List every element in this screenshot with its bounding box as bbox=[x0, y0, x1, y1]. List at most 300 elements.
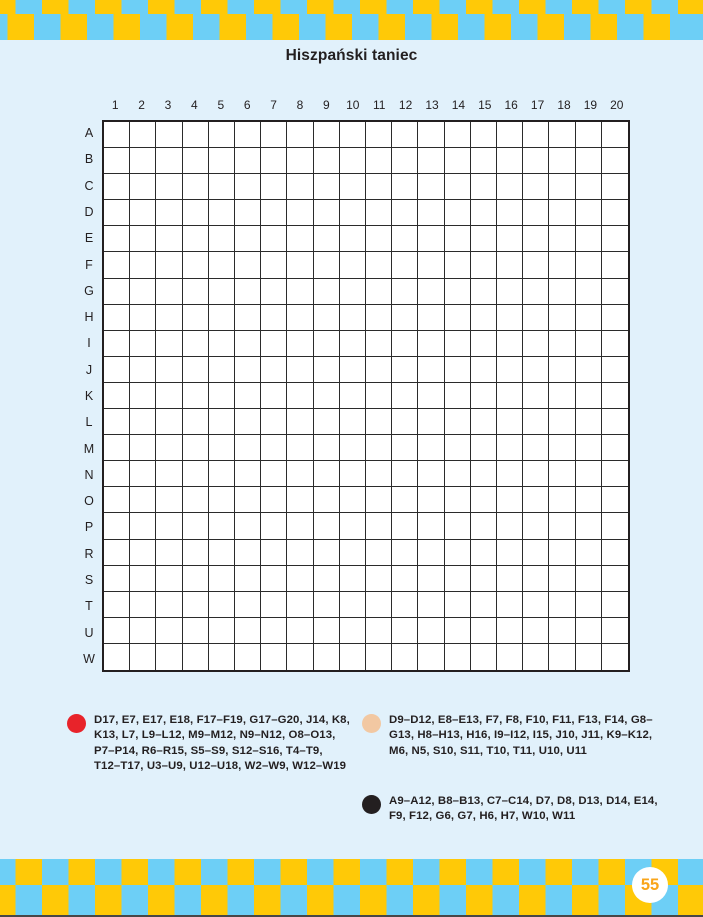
grid-cell[interactable] bbox=[392, 252, 418, 278]
grid-cell[interactable] bbox=[209, 331, 235, 357]
grid-cell[interactable] bbox=[497, 252, 523, 278]
grid-cell[interactable] bbox=[523, 174, 549, 200]
grid-cell[interactable] bbox=[602, 513, 628, 539]
grid-cell[interactable] bbox=[183, 357, 209, 383]
grid-cell[interactable] bbox=[340, 279, 366, 305]
grid-cell[interactable] bbox=[183, 305, 209, 331]
grid-cell[interactable] bbox=[130, 279, 156, 305]
grid-cell[interactable] bbox=[602, 540, 628, 566]
grid-cell[interactable] bbox=[366, 618, 392, 644]
grid-cell[interactable] bbox=[209, 279, 235, 305]
grid-cell[interactable] bbox=[576, 200, 602, 226]
grid-cell[interactable] bbox=[366, 409, 392, 435]
grid-cell[interactable] bbox=[471, 305, 497, 331]
grid-cell[interactable] bbox=[497, 409, 523, 435]
grid-cell[interactable] bbox=[340, 487, 366, 513]
grid-cell[interactable] bbox=[445, 618, 471, 644]
grid-cell[interactable] bbox=[314, 331, 340, 357]
grid-cell[interactable] bbox=[576, 409, 602, 435]
grid-cell[interactable] bbox=[602, 618, 628, 644]
grid-cell[interactable] bbox=[287, 200, 313, 226]
grid-cell[interactable] bbox=[497, 383, 523, 409]
grid-cell[interactable] bbox=[261, 618, 287, 644]
grid-cell[interactable] bbox=[314, 226, 340, 252]
grid-cell[interactable] bbox=[156, 200, 182, 226]
grid-cell[interactable] bbox=[183, 435, 209, 461]
grid-cell[interactable] bbox=[261, 513, 287, 539]
grid-cell[interactable] bbox=[104, 174, 130, 200]
grid-cell[interactable] bbox=[261, 252, 287, 278]
grid-cell[interactable] bbox=[130, 644, 156, 670]
grid-cell[interactable] bbox=[287, 435, 313, 461]
grid-cell[interactable] bbox=[392, 409, 418, 435]
grid-cell[interactable] bbox=[445, 252, 471, 278]
grid-cell[interactable] bbox=[156, 331, 182, 357]
grid-cell[interactable] bbox=[183, 383, 209, 409]
grid-cell[interactable] bbox=[287, 357, 313, 383]
grid-cell[interactable] bbox=[523, 122, 549, 148]
grid-cell[interactable] bbox=[235, 252, 261, 278]
grid-cell[interactable] bbox=[576, 566, 602, 592]
grid-cell[interactable] bbox=[261, 383, 287, 409]
grid-cell[interactable] bbox=[340, 200, 366, 226]
grid-cell[interactable] bbox=[497, 618, 523, 644]
grid-cell[interactable] bbox=[287, 252, 313, 278]
grid-cell[interactable] bbox=[235, 148, 261, 174]
grid-cell[interactable] bbox=[261, 461, 287, 487]
grid-cell[interactable] bbox=[549, 409, 575, 435]
grid-cell[interactable] bbox=[314, 487, 340, 513]
grid-cell[interactable] bbox=[445, 540, 471, 566]
grid-cell[interactable] bbox=[156, 148, 182, 174]
grid-cell[interactable] bbox=[104, 487, 130, 513]
grid-cell[interactable] bbox=[366, 461, 392, 487]
grid-cell[interactable] bbox=[340, 592, 366, 618]
grid-cell[interactable] bbox=[314, 592, 340, 618]
grid-cell[interactable] bbox=[261, 226, 287, 252]
grid-cell[interactable] bbox=[523, 644, 549, 670]
grid-cell[interactable] bbox=[576, 331, 602, 357]
grid-cell[interactable] bbox=[497, 200, 523, 226]
grid-cell[interactable] bbox=[418, 540, 444, 566]
grid-cell[interactable] bbox=[392, 487, 418, 513]
grid-cell[interactable] bbox=[209, 174, 235, 200]
grid-cell[interactable] bbox=[235, 435, 261, 461]
grid-cell[interactable] bbox=[209, 644, 235, 670]
grid-cell[interactable] bbox=[523, 435, 549, 461]
grid-cell[interactable] bbox=[602, 252, 628, 278]
grid-cell[interactable] bbox=[287, 513, 313, 539]
grid-cell[interactable] bbox=[523, 305, 549, 331]
grid-cell[interactable] bbox=[523, 383, 549, 409]
grid-cell[interactable] bbox=[235, 383, 261, 409]
grid-cell[interactable] bbox=[287, 409, 313, 435]
grid-cell[interactable] bbox=[314, 513, 340, 539]
grid-cell[interactable] bbox=[392, 305, 418, 331]
grid-cell[interactable] bbox=[497, 122, 523, 148]
grid-cell[interactable] bbox=[156, 540, 182, 566]
grid-cell[interactable] bbox=[549, 148, 575, 174]
grid-cell[interactable] bbox=[235, 644, 261, 670]
grid-cell[interactable] bbox=[287, 279, 313, 305]
grid-cell[interactable] bbox=[235, 592, 261, 618]
grid-cell[interactable] bbox=[576, 148, 602, 174]
grid-cell[interactable] bbox=[261, 174, 287, 200]
grid-cell[interactable] bbox=[471, 226, 497, 252]
grid-cell[interactable] bbox=[156, 644, 182, 670]
grid-cell[interactable] bbox=[471, 148, 497, 174]
grid-cell[interactable] bbox=[314, 461, 340, 487]
grid-cell[interactable] bbox=[104, 435, 130, 461]
grid-cell[interactable] bbox=[366, 383, 392, 409]
grid-cell[interactable] bbox=[602, 566, 628, 592]
grid-cell[interactable] bbox=[549, 279, 575, 305]
grid-cell[interactable] bbox=[235, 540, 261, 566]
grid-cell[interactable] bbox=[392, 461, 418, 487]
grid-cell[interactable] bbox=[235, 279, 261, 305]
grid-cell[interactable] bbox=[392, 357, 418, 383]
grid-cell[interactable] bbox=[471, 644, 497, 670]
grid-cell[interactable] bbox=[287, 540, 313, 566]
grid-cell[interactable] bbox=[445, 487, 471, 513]
grid-cell[interactable] bbox=[287, 461, 313, 487]
grid-cell[interactable] bbox=[130, 200, 156, 226]
grid-cell[interactable] bbox=[156, 174, 182, 200]
grid-cell[interactable] bbox=[287, 305, 313, 331]
grid-cell[interactable] bbox=[497, 435, 523, 461]
grid-cell[interactable] bbox=[392, 644, 418, 670]
grid-cell[interactable] bbox=[471, 487, 497, 513]
grid-cell[interactable] bbox=[104, 513, 130, 539]
grid-cell[interactable] bbox=[314, 357, 340, 383]
grid-cell[interactable] bbox=[130, 331, 156, 357]
grid-cell[interactable] bbox=[602, 383, 628, 409]
grid-cell[interactable] bbox=[418, 252, 444, 278]
grid-cell[interactable] bbox=[209, 122, 235, 148]
grid-cell[interactable] bbox=[576, 487, 602, 513]
grid-cell[interactable] bbox=[471, 409, 497, 435]
grid-cell[interactable] bbox=[392, 200, 418, 226]
grid-cell[interactable] bbox=[104, 252, 130, 278]
grid-cell[interactable] bbox=[418, 566, 444, 592]
grid-cell[interactable] bbox=[340, 148, 366, 174]
grid-cell[interactable] bbox=[445, 122, 471, 148]
grid-cell[interactable] bbox=[418, 226, 444, 252]
grid-cell[interactable] bbox=[392, 513, 418, 539]
grid-cell[interactable] bbox=[130, 357, 156, 383]
grid-cell[interactable] bbox=[549, 200, 575, 226]
grid-cell[interactable] bbox=[497, 513, 523, 539]
grid-cell[interactable] bbox=[261, 200, 287, 226]
grid-cell[interactable] bbox=[340, 644, 366, 670]
grid-cell[interactable] bbox=[392, 618, 418, 644]
grid-cell[interactable] bbox=[418, 592, 444, 618]
grid-cell[interactable] bbox=[235, 513, 261, 539]
grid-cell[interactable] bbox=[602, 200, 628, 226]
grid-cell[interactable] bbox=[209, 383, 235, 409]
grid-cell[interactable] bbox=[576, 540, 602, 566]
grid-cell[interactable] bbox=[156, 513, 182, 539]
grid-cell[interactable] bbox=[549, 540, 575, 566]
grid-cell[interactable] bbox=[602, 644, 628, 670]
grid-cell[interactable] bbox=[366, 644, 392, 670]
grid-cell[interactable] bbox=[523, 540, 549, 566]
grid-cell[interactable] bbox=[497, 331, 523, 357]
grid-cell[interactable] bbox=[576, 122, 602, 148]
grid-cell[interactable] bbox=[602, 487, 628, 513]
grid-cell[interactable] bbox=[130, 252, 156, 278]
grid-cell[interactable] bbox=[209, 461, 235, 487]
grid-cell[interactable] bbox=[130, 592, 156, 618]
grid-cell[interactable] bbox=[366, 357, 392, 383]
grid-cell[interactable] bbox=[183, 174, 209, 200]
grid-cell[interactable] bbox=[445, 357, 471, 383]
grid-cell[interactable] bbox=[104, 200, 130, 226]
grid-cell[interactable] bbox=[261, 592, 287, 618]
grid-cell[interactable] bbox=[183, 540, 209, 566]
grid-cell[interactable] bbox=[549, 487, 575, 513]
grid-cell[interactable] bbox=[235, 409, 261, 435]
grid-cell[interactable] bbox=[549, 513, 575, 539]
grid-cell[interactable] bbox=[523, 252, 549, 278]
grid-cell[interactable] bbox=[183, 331, 209, 357]
grid-cell[interactable] bbox=[287, 566, 313, 592]
grid-cell[interactable] bbox=[156, 592, 182, 618]
grid-cell[interactable] bbox=[130, 566, 156, 592]
grid-cell[interactable] bbox=[418, 487, 444, 513]
grid-cell[interactable] bbox=[445, 461, 471, 487]
grid-cell[interactable] bbox=[366, 435, 392, 461]
grid-cell[interactable] bbox=[602, 331, 628, 357]
grid-cell[interactable] bbox=[392, 435, 418, 461]
grid-cell[interactable] bbox=[209, 200, 235, 226]
grid-cell[interactable] bbox=[549, 331, 575, 357]
grid-cell[interactable] bbox=[549, 305, 575, 331]
grid-cell[interactable] bbox=[445, 513, 471, 539]
grid-cell[interactable] bbox=[314, 122, 340, 148]
grid-cell[interactable] bbox=[366, 148, 392, 174]
grid-cell[interactable] bbox=[261, 435, 287, 461]
grid-cell[interactable] bbox=[183, 592, 209, 618]
grid-cell[interactable] bbox=[340, 513, 366, 539]
grid-cell[interactable] bbox=[261, 644, 287, 670]
grid-cell[interactable] bbox=[156, 279, 182, 305]
grid-cell[interactable] bbox=[130, 305, 156, 331]
grid-cell[interactable] bbox=[130, 461, 156, 487]
grid-cell[interactable] bbox=[340, 226, 366, 252]
grid-cell[interactable] bbox=[497, 461, 523, 487]
grid-cell[interactable] bbox=[366, 122, 392, 148]
grid-cell[interactable] bbox=[340, 252, 366, 278]
grid-cell[interactable] bbox=[549, 122, 575, 148]
grid-cell[interactable] bbox=[287, 148, 313, 174]
grid-cell[interactable] bbox=[104, 409, 130, 435]
grid-cell[interactable] bbox=[130, 435, 156, 461]
grid-cell[interactable] bbox=[418, 174, 444, 200]
grid-cell[interactable] bbox=[471, 279, 497, 305]
grid-cell[interactable] bbox=[130, 226, 156, 252]
grid-cell[interactable] bbox=[523, 566, 549, 592]
grid-cell[interactable] bbox=[549, 357, 575, 383]
grid-cell[interactable] bbox=[287, 383, 313, 409]
grid-cell[interactable] bbox=[261, 487, 287, 513]
grid-cell[interactable] bbox=[314, 252, 340, 278]
grid-cell[interactable] bbox=[471, 566, 497, 592]
grid-cell[interactable] bbox=[130, 174, 156, 200]
grid-cell[interactable] bbox=[287, 618, 313, 644]
grid-cell[interactable] bbox=[209, 357, 235, 383]
grid-cell[interactable] bbox=[418, 279, 444, 305]
grid-cell[interactable] bbox=[314, 618, 340, 644]
grid-cell[interactable] bbox=[156, 409, 182, 435]
grid-cell[interactable] bbox=[366, 279, 392, 305]
grid-cell[interactable] bbox=[602, 461, 628, 487]
grid-cell[interactable] bbox=[471, 592, 497, 618]
grid-cell[interactable] bbox=[156, 252, 182, 278]
grid-cell[interactable] bbox=[287, 487, 313, 513]
grid-cell[interactable] bbox=[209, 487, 235, 513]
grid-cell[interactable] bbox=[235, 566, 261, 592]
grid-cell[interactable] bbox=[183, 618, 209, 644]
grid-cell[interactable] bbox=[549, 174, 575, 200]
grid-cell[interactable] bbox=[340, 540, 366, 566]
grid-cell[interactable] bbox=[471, 357, 497, 383]
grid-cell[interactable] bbox=[156, 357, 182, 383]
grid-cell[interactable] bbox=[418, 357, 444, 383]
grid-cell[interactable] bbox=[523, 279, 549, 305]
grid-cell[interactable] bbox=[130, 487, 156, 513]
grid-cell[interactable] bbox=[261, 540, 287, 566]
grid-cell[interactable] bbox=[366, 174, 392, 200]
grid-cell[interactable] bbox=[497, 357, 523, 383]
grid-cell[interactable] bbox=[445, 383, 471, 409]
grid-cell[interactable] bbox=[497, 174, 523, 200]
grid-cell[interactable] bbox=[287, 122, 313, 148]
grid-cell[interactable] bbox=[392, 566, 418, 592]
grid-cell[interactable] bbox=[445, 148, 471, 174]
grid-cell[interactable] bbox=[576, 305, 602, 331]
grid-cell[interactable] bbox=[576, 592, 602, 618]
grid-cell[interactable] bbox=[209, 252, 235, 278]
grid-cell[interactable] bbox=[235, 226, 261, 252]
grid-cell[interactable] bbox=[287, 644, 313, 670]
grid-cell[interactable] bbox=[602, 435, 628, 461]
grid-cell[interactable] bbox=[549, 226, 575, 252]
grid-cell[interactable] bbox=[602, 357, 628, 383]
grid-cell[interactable] bbox=[471, 252, 497, 278]
grid-cell[interactable] bbox=[392, 592, 418, 618]
grid-cell[interactable] bbox=[471, 331, 497, 357]
grid-cell[interactable] bbox=[418, 644, 444, 670]
grid-cell[interactable] bbox=[209, 148, 235, 174]
grid-cell[interactable] bbox=[445, 435, 471, 461]
grid-cell[interactable] bbox=[471, 513, 497, 539]
grid-cell[interactable] bbox=[497, 148, 523, 174]
grid-cell[interactable] bbox=[183, 461, 209, 487]
grid-cell[interactable] bbox=[209, 618, 235, 644]
grid-cell[interactable] bbox=[497, 487, 523, 513]
grid-cell[interactable] bbox=[235, 174, 261, 200]
grid-cell[interactable] bbox=[366, 487, 392, 513]
grid-cell[interactable] bbox=[130, 513, 156, 539]
grid-cell[interactable] bbox=[445, 226, 471, 252]
grid-cell[interactable] bbox=[209, 435, 235, 461]
grid-cell[interactable] bbox=[156, 383, 182, 409]
grid-cell[interactable] bbox=[497, 305, 523, 331]
grid-cell[interactable] bbox=[104, 566, 130, 592]
grid-cell[interactable] bbox=[130, 122, 156, 148]
grid-cell[interactable] bbox=[471, 200, 497, 226]
grid-cell[interactable] bbox=[183, 279, 209, 305]
grid-cell[interactable] bbox=[445, 331, 471, 357]
grid-cell[interactable] bbox=[287, 331, 313, 357]
grid-cell[interactable] bbox=[576, 357, 602, 383]
grid-cell[interactable] bbox=[130, 383, 156, 409]
grid-cell[interactable] bbox=[235, 461, 261, 487]
grid-cell[interactable] bbox=[366, 226, 392, 252]
grid-cell[interactable] bbox=[418, 461, 444, 487]
grid-cell[interactable] bbox=[156, 566, 182, 592]
grid-cell[interactable] bbox=[392, 148, 418, 174]
grid-cell[interactable] bbox=[287, 226, 313, 252]
grid-cell[interactable] bbox=[523, 409, 549, 435]
grid-cell[interactable] bbox=[366, 592, 392, 618]
grid-cell[interactable] bbox=[156, 122, 182, 148]
grid-cell[interactable] bbox=[340, 357, 366, 383]
grid-cell[interactable] bbox=[576, 279, 602, 305]
grid-cell[interactable] bbox=[156, 226, 182, 252]
grid-cell[interactable] bbox=[418, 122, 444, 148]
grid-cell[interactable] bbox=[418, 383, 444, 409]
grid-cell[interactable] bbox=[366, 305, 392, 331]
grid-cell[interactable] bbox=[549, 461, 575, 487]
grid-cell[interactable] bbox=[104, 540, 130, 566]
grid-cell[interactable] bbox=[104, 279, 130, 305]
grid-cell[interactable] bbox=[340, 383, 366, 409]
grid-cell[interactable] bbox=[523, 226, 549, 252]
grid-cell[interactable] bbox=[497, 566, 523, 592]
grid-cell[interactable] bbox=[314, 305, 340, 331]
grid-cell[interactable] bbox=[209, 592, 235, 618]
grid-cell[interactable] bbox=[523, 331, 549, 357]
grid-cell[interactable] bbox=[576, 618, 602, 644]
grid-cell[interactable] bbox=[392, 279, 418, 305]
grid-cell[interactable] bbox=[445, 409, 471, 435]
grid-cell[interactable] bbox=[471, 540, 497, 566]
grid-cell[interactable] bbox=[523, 487, 549, 513]
grid-cell[interactable] bbox=[183, 566, 209, 592]
grid-cell[interactable] bbox=[366, 513, 392, 539]
grid-cell[interactable] bbox=[209, 566, 235, 592]
grid-cell[interactable] bbox=[366, 252, 392, 278]
grid-cell[interactable] bbox=[523, 618, 549, 644]
grid-cell[interactable] bbox=[314, 540, 340, 566]
grid-cell[interactable] bbox=[104, 122, 130, 148]
grid-cell[interactable] bbox=[235, 487, 261, 513]
grid-cell[interactable] bbox=[261, 566, 287, 592]
grid-cell[interactable] bbox=[340, 122, 366, 148]
grid-cell[interactable] bbox=[314, 200, 340, 226]
grid-cell[interactable] bbox=[183, 148, 209, 174]
grid-cell[interactable] bbox=[287, 174, 313, 200]
grid-cell[interactable] bbox=[497, 279, 523, 305]
grid-cell[interactable] bbox=[209, 513, 235, 539]
grid-cell[interactable] bbox=[602, 226, 628, 252]
grid-cell[interactable] bbox=[104, 383, 130, 409]
grid-cell[interactable] bbox=[549, 592, 575, 618]
grid-cell[interactable] bbox=[156, 487, 182, 513]
grid-cell[interactable] bbox=[445, 592, 471, 618]
